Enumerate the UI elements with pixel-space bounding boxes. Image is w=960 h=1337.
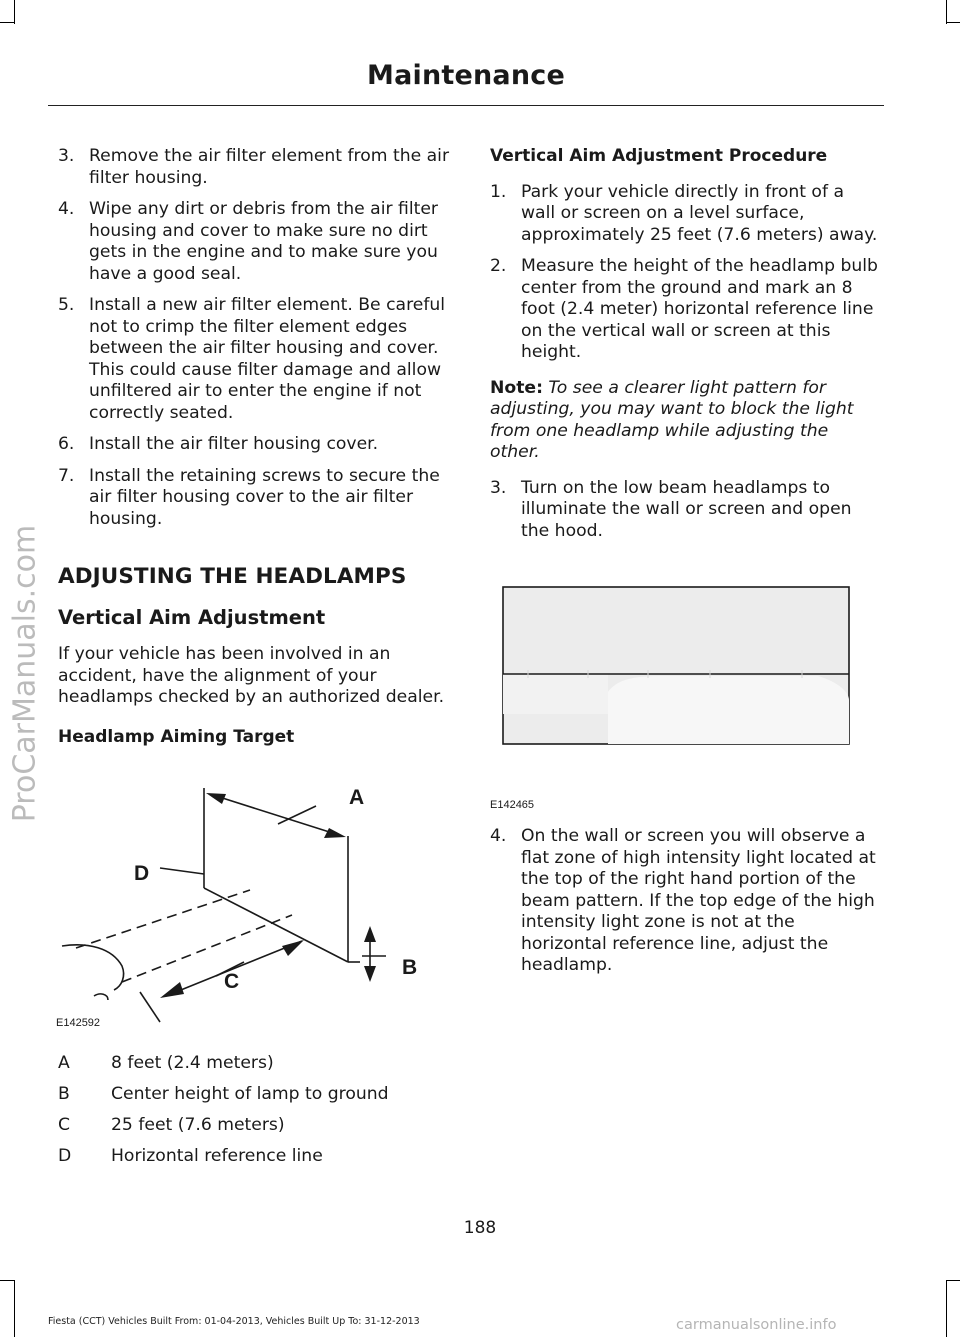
legend-row xyxy=(58,1047,389,1078)
crop-mark xyxy=(0,1280,14,1281)
crop-mark xyxy=(14,1280,15,1337)
page-footer: Fiesta (CCT) Vehicles Built From: 01-04-2013, Vehicles Built Up To: 31-12-2013 xyxy=(48,1316,420,1327)
diagram-label-c: C xyxy=(224,970,240,993)
diagram-label-a: A xyxy=(349,786,365,809)
list-item xyxy=(490,478,882,543)
step-text: Turn on the low beam headlamps to illuminate the wall or screen and open the hood. xyxy=(521,477,852,541)
legend-text: Center height of lamp to ground xyxy=(111,1083,389,1104)
legend-key: A xyxy=(58,1052,70,1073)
left-column xyxy=(58,146,450,758)
list-item xyxy=(58,295,450,424)
list-item xyxy=(58,466,450,531)
figure-code: E142465 xyxy=(490,799,535,811)
figure-heading: Headlamp Aiming Target xyxy=(58,726,295,747)
step-text: Install the retaining screws to secure the air filter housing cover to the air filter housing. xyxy=(89,465,440,529)
step-text: Wipe any dirt or debris from the air filter housing and cover to make sure no dirt gets in the engine and to make sure you have a good seal. xyxy=(89,199,439,284)
step-text: Park your vehicle directly in front of a wall or screen on a level surface, approximately 25 feet (7.6 meters) away. xyxy=(521,181,878,245)
beam-pattern-diagram xyxy=(488,582,860,814)
note xyxy=(490,378,882,464)
legend-text: 25 feet (7.6 meters) xyxy=(111,1114,285,1135)
step-number: 6. xyxy=(58,434,75,454)
step-number: 1. xyxy=(490,181,507,202)
right-column xyxy=(490,146,882,552)
legend-key: B xyxy=(58,1083,70,1104)
crop-mark xyxy=(946,1280,947,1337)
page-number: 188 xyxy=(463,1218,497,1238)
list-item xyxy=(490,826,882,977)
legend-text: Horizontal reference line xyxy=(111,1145,323,1166)
list-item xyxy=(58,146,450,189)
list-item xyxy=(490,256,882,364)
legend-row xyxy=(58,1078,389,1109)
header-divider xyxy=(48,105,884,106)
list-item xyxy=(58,199,450,285)
diagram-label-d: D xyxy=(134,862,150,885)
right-column-lower xyxy=(490,826,882,987)
step-text: Install the air filter housing cover. xyxy=(89,434,379,454)
step-number: 3. xyxy=(58,146,75,166)
step-text: Install a new air filter element. Be careful not to crimp the filter element edges between the air filter housing and cover. This could cause filter damage and allow unfiltered air to enter the engine if not correctly seated. xyxy=(89,295,446,423)
step-number: 3. xyxy=(490,477,507,498)
list-item xyxy=(490,182,882,247)
diagram-legend xyxy=(58,1047,389,1171)
step-text: Remove the air filter element from the air filter housing. xyxy=(89,146,450,188)
note-label: Note: xyxy=(490,377,543,398)
crop-mark xyxy=(946,22,960,23)
step-number: 4. xyxy=(490,826,507,846)
intro-paragraph: If your vehicle has been involved in an accident, have the alignment of your headlamps checked by an authorized dealer. xyxy=(58,644,445,707)
step-number: 4. xyxy=(58,199,75,219)
step-text: On the wall or screen you will observe a flat zone of high intensity light located at the top of the right hand portion of the beam pattern. If the top edge of the high intensity light zone is not at the horizontal reference line, adjust the headlamp. xyxy=(521,826,876,975)
headlamp-aiming-target-diagram xyxy=(56,770,446,1032)
watermark-bottom: carmanualsonline.info xyxy=(676,1317,837,1333)
crop-mark xyxy=(14,0,15,24)
crop-mark xyxy=(946,0,947,24)
legend-row xyxy=(58,1109,389,1140)
step-number: 7. xyxy=(58,465,75,486)
page-header-title: Maintenance xyxy=(367,60,565,91)
section-subtitle: Vertical Aim Adjustment xyxy=(58,606,326,629)
crop-mark xyxy=(946,1280,960,1281)
section-title: ADJUSTING THE HEADLAMPS xyxy=(58,564,407,589)
note-text: To see a clearer light pattern for adjusting, you may want to block the light from one headlamp while adjusting the other. xyxy=(490,377,854,462)
step-number: 2. xyxy=(490,256,507,276)
list-item xyxy=(58,434,450,456)
legend-row xyxy=(58,1140,389,1171)
step-text: Measure the height of the headlamp bulb center from the ground and mark an 8 foot (2.4 meter) horizontal reference line on the vertical wall or screen at this height. xyxy=(521,256,878,362)
diagram-label-b: B xyxy=(402,956,418,979)
watermark-left: ProCarManuals.com xyxy=(7,524,43,823)
legend-text: 8 feet (2.4 meters) xyxy=(111,1052,274,1073)
crop-mark xyxy=(0,22,14,23)
legend-key: C xyxy=(58,1114,71,1135)
figure-code: E142592 xyxy=(56,1017,101,1029)
step-number: 5. xyxy=(58,295,75,315)
procedure-heading: Vertical Aim Adjustment Procedure xyxy=(490,146,828,166)
legend-key: D xyxy=(58,1145,72,1166)
